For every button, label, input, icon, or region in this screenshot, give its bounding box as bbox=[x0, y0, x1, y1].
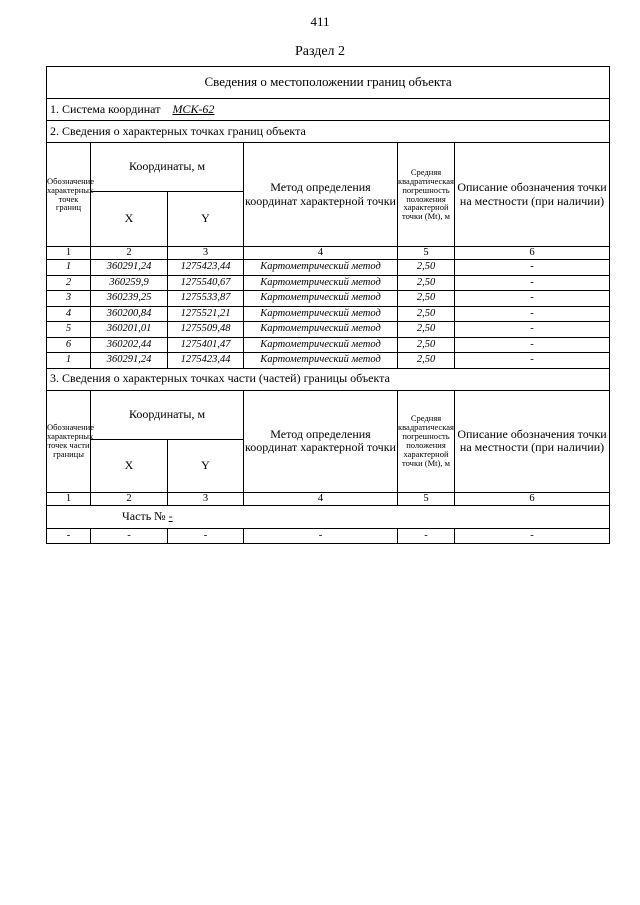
header-mean-error: Средняя квадратическая погрешность положения характерной точки (Mt), м bbox=[398, 390, 455, 492]
method-value: Картометрический метод bbox=[260, 307, 381, 319]
empty-cell: - bbox=[455, 528, 610, 544]
description-value: - bbox=[455, 322, 610, 338]
column-number-row bbox=[47, 492, 610, 505]
column-number: 3 bbox=[168, 247, 244, 260]
point-number: 1 bbox=[65, 261, 72, 273]
header-method: Метод определения координат характерной точки bbox=[244, 390, 398, 492]
method-value: Картометрический метод bbox=[260, 354, 381, 366]
column-number: 1 bbox=[47, 492, 91, 505]
empty-cell: - bbox=[91, 528, 168, 544]
table-title: Сведения о местоположении границ объекта bbox=[47, 67, 610, 99]
y-value: 1275509,48 bbox=[180, 323, 231, 335]
point-number: 3 bbox=[65, 292, 72, 304]
column-number: 2 bbox=[91, 247, 168, 260]
error-value: 2,50 bbox=[416, 323, 436, 335]
x-value: 360291,24 bbox=[106, 354, 152, 366]
empty-cell: - bbox=[168, 528, 244, 544]
point-number: 1 bbox=[65, 354, 72, 366]
description-value: - bbox=[455, 306, 610, 322]
y-value: 1275423,44 bbox=[180, 261, 231, 273]
part3-heading: 3. Сведения о характерных точках части (частей) границы объекта bbox=[47, 368, 610, 390]
column-number: 6 bbox=[455, 247, 610, 260]
coordinate-system-row bbox=[47, 99, 610, 121]
method-value: Картометрический метод bbox=[260, 276, 381, 288]
part-number-label: Часть № bbox=[122, 508, 166, 523]
table-row bbox=[47, 322, 610, 338]
x-value: 360202,44 bbox=[106, 338, 152, 350]
error-value: 2,50 bbox=[416, 261, 436, 273]
table-row bbox=[47, 291, 610, 307]
table-row bbox=[47, 306, 610, 322]
column-number: 5 bbox=[398, 492, 455, 505]
table-row bbox=[47, 528, 610, 544]
description-value: - bbox=[455, 275, 610, 291]
y-value: 1275401,47 bbox=[180, 338, 231, 350]
coordinate-system-label: 1. Система координат bbox=[50, 101, 161, 116]
point-number: 4 bbox=[65, 307, 72, 319]
y-value: 1275423,44 bbox=[180, 354, 231, 366]
table-row bbox=[47, 353, 610, 369]
page-number: 411 bbox=[310, 14, 330, 29]
method-value: Картометрический метод bbox=[260, 338, 381, 350]
error-value: 2,50 bbox=[416, 354, 436, 366]
header-part-point-designation: Обозначение характерных точек части границы bbox=[47, 390, 91, 492]
header-coordinates: Координаты, м bbox=[91, 143, 244, 192]
y-value: 1275540,67 bbox=[180, 276, 231, 288]
method-value: Картометрический метод bbox=[260, 261, 381, 273]
table-row bbox=[47, 337, 610, 353]
column-number-row bbox=[47, 247, 610, 260]
column-number: 5 bbox=[398, 247, 455, 260]
boundary-table bbox=[46, 66, 610, 544]
x-value: 360200,84 bbox=[106, 307, 152, 319]
table-row bbox=[47, 275, 610, 291]
x-value: 360259,9 bbox=[109, 276, 149, 288]
error-value: 2,50 bbox=[416, 292, 436, 304]
y-value: 1275533,87 bbox=[180, 292, 231, 304]
error-value: 2,50 bbox=[416, 338, 436, 350]
column-number: 2 bbox=[91, 492, 168, 505]
header-y: Y bbox=[168, 439, 244, 492]
part2-heading: 2. Сведения о характерных точках границ объекта bbox=[47, 121, 610, 143]
y-value: 1275521,21 bbox=[180, 307, 231, 319]
description-value: - bbox=[455, 260, 610, 276]
table-row bbox=[47, 260, 610, 276]
point-number: 2 bbox=[65, 276, 72, 288]
coordinate-system-value: МСК-62 bbox=[172, 101, 215, 116]
column-number: 3 bbox=[168, 492, 244, 505]
column-number: 1 bbox=[47, 247, 91, 260]
empty-cell: - bbox=[398, 528, 455, 544]
x-value: 360291,24 bbox=[106, 261, 152, 273]
x-value: 360239,25 bbox=[106, 292, 152, 304]
header-mean-error: Средняя квадратическая погрешность положения характерной точки (Mt), м bbox=[398, 143, 455, 247]
description-value: - bbox=[455, 291, 610, 307]
header-point-designation: Обозначение характерных точек границ bbox=[47, 143, 91, 247]
method-value: Картометрический метод bbox=[260, 323, 381, 335]
empty-cell: - bbox=[47, 528, 91, 544]
description-value: - bbox=[455, 353, 610, 369]
point-number: 6 bbox=[65, 338, 72, 350]
header-method: Метод определения координат характерной точки bbox=[244, 143, 398, 247]
column-number: 6 bbox=[455, 492, 610, 505]
error-value: 2,50 bbox=[416, 307, 436, 319]
column-number: 4 bbox=[244, 247, 398, 260]
error-value: 2,50 bbox=[416, 276, 436, 288]
header-y: Y bbox=[168, 192, 244, 247]
x-value: 360201,01 bbox=[106, 323, 152, 335]
header-description: Описание обозначения точки на местности (при наличии) bbox=[455, 143, 610, 247]
header-coordinates: Координаты, м bbox=[91, 390, 244, 439]
point-number: 5 bbox=[65, 323, 72, 335]
header-description: Описание обозначения точки на местности (при наличии) bbox=[455, 390, 610, 492]
method-value: Картометрический метод bbox=[260, 292, 381, 304]
description-value: - bbox=[455, 337, 610, 353]
header-x: X bbox=[91, 439, 168, 492]
part-number-value: - bbox=[168, 508, 173, 523]
section-title: Раздел 2 bbox=[294, 44, 346, 59]
header-x: X bbox=[91, 192, 168, 247]
column-number: 4 bbox=[244, 492, 398, 505]
part-number-row bbox=[47, 505, 610, 528]
empty-cell: - bbox=[244, 528, 398, 544]
